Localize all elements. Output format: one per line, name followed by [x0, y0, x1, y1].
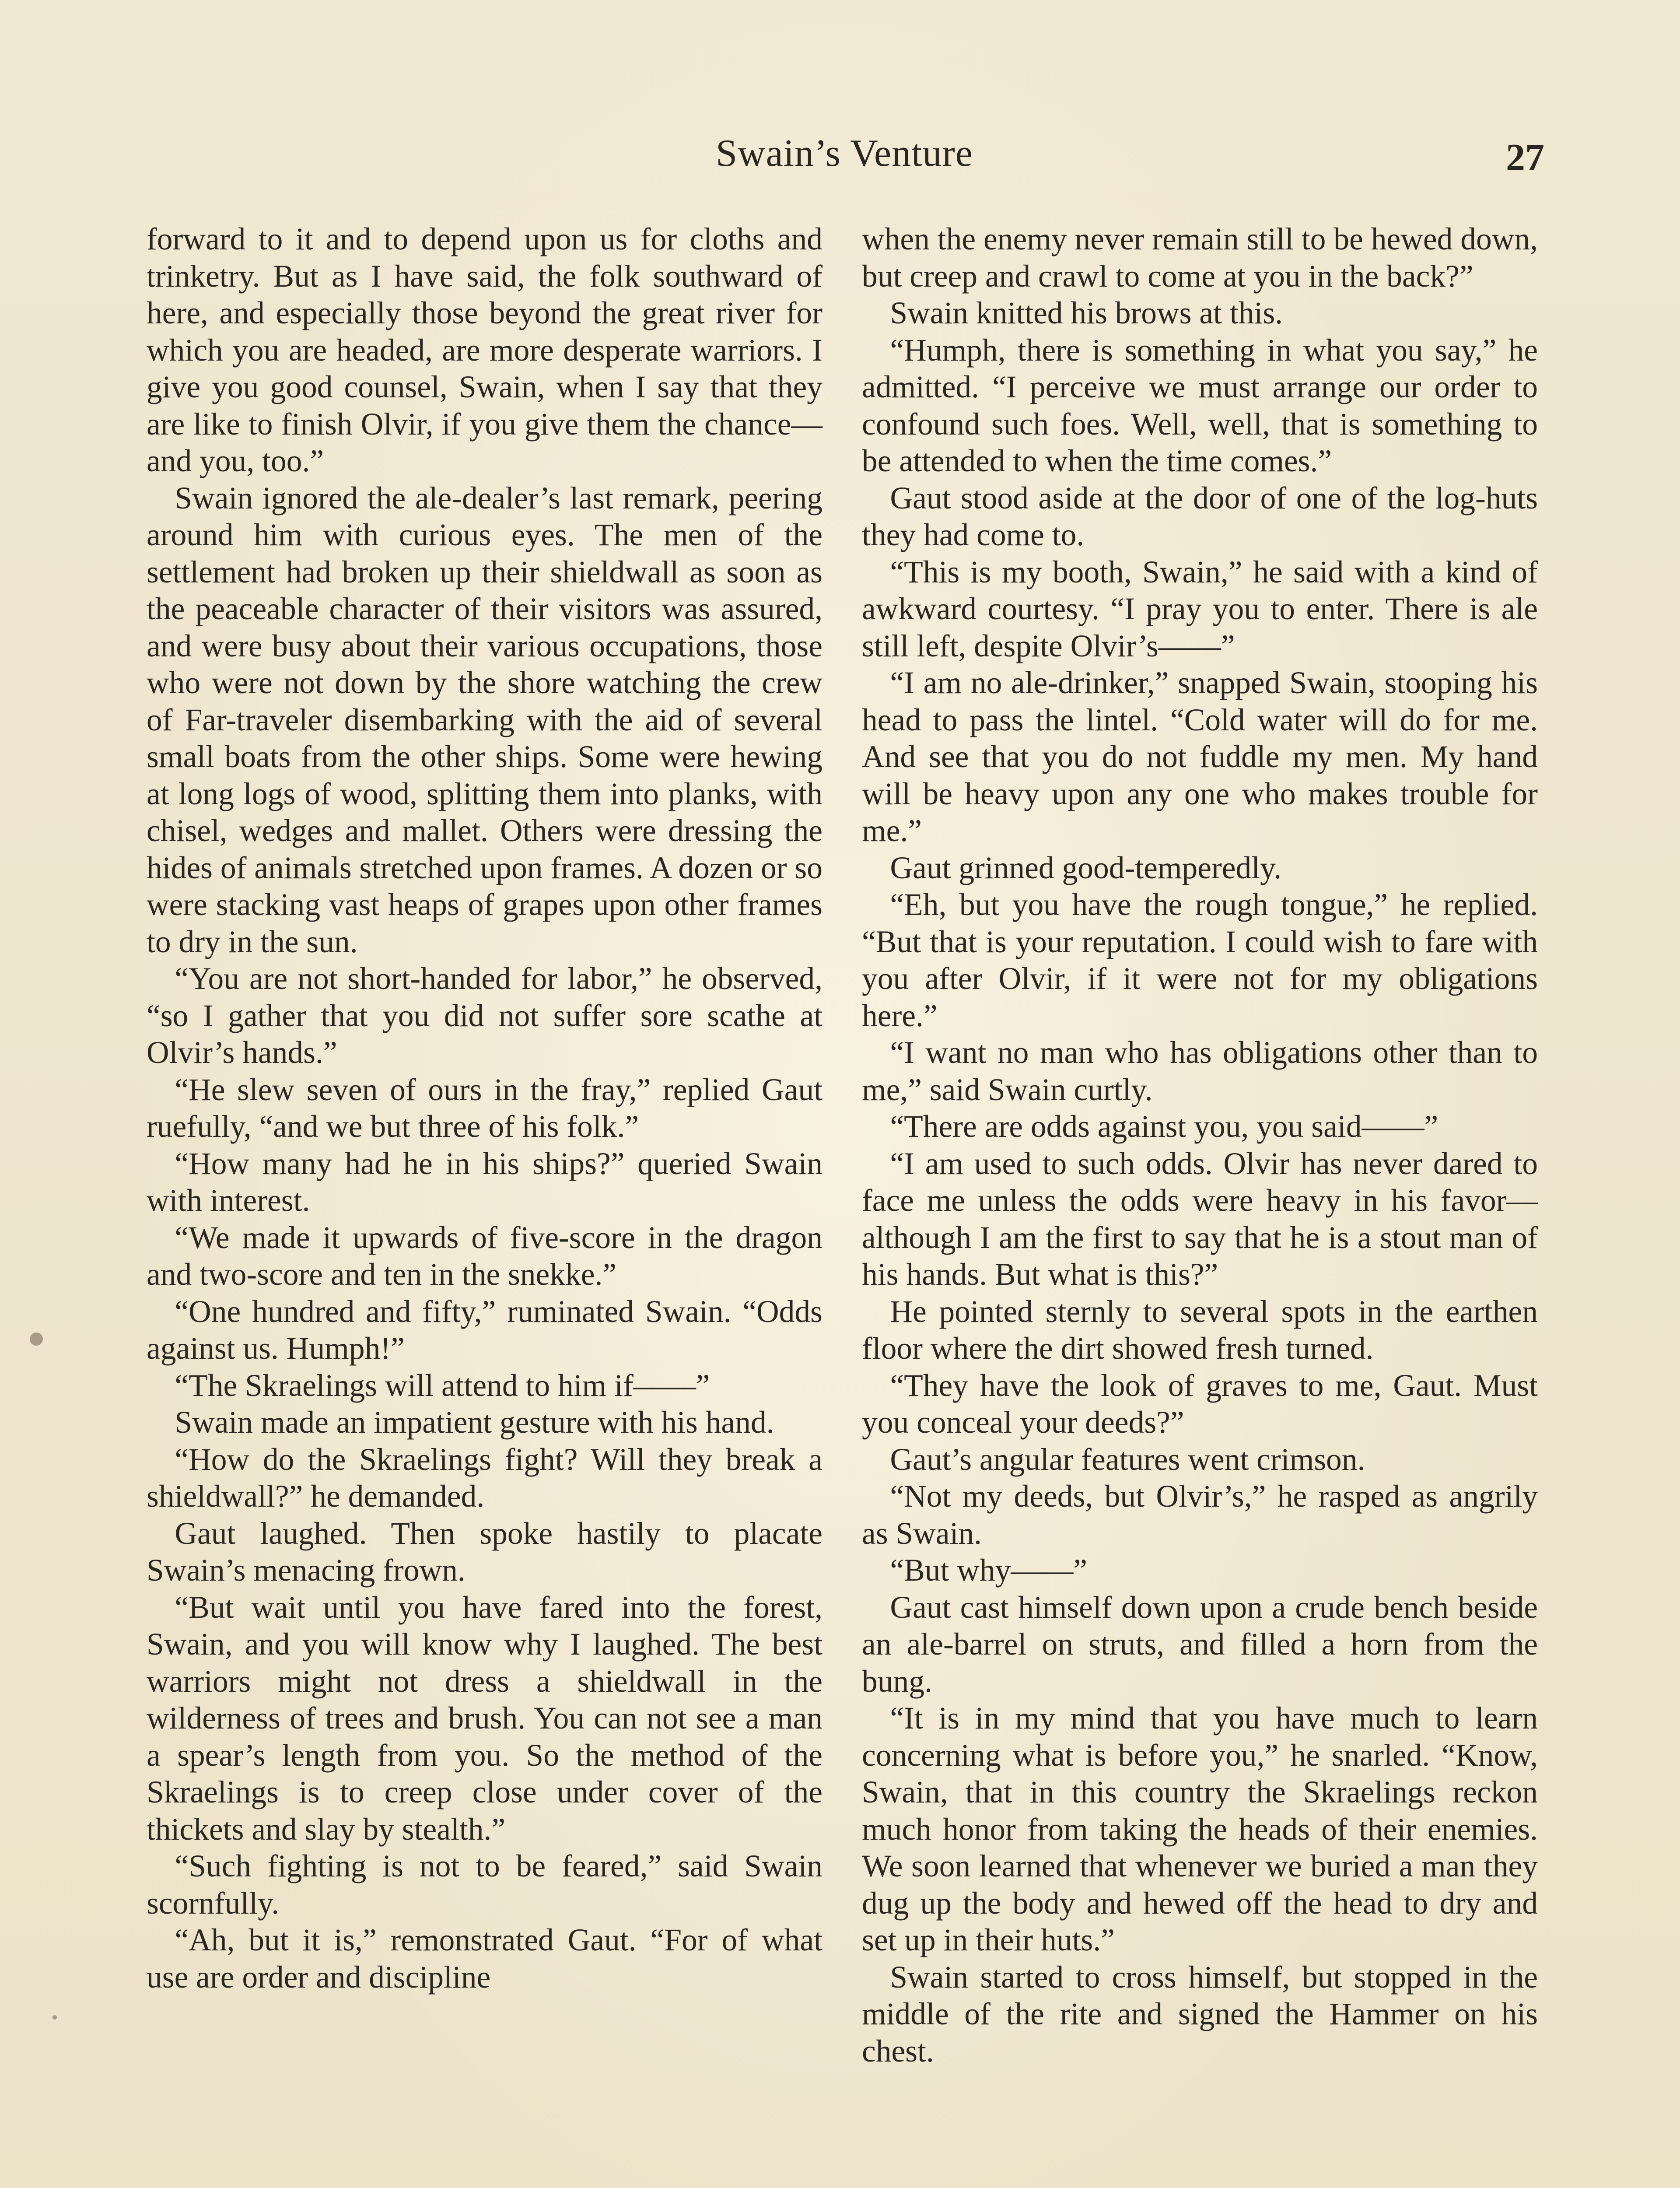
paragraph: “How many had he in his ships?” queried Swain with interest. [147, 1146, 822, 1218]
paragraph: Gaut stood aside at the door of one of the log-huts they had come to. [862, 480, 1538, 552]
paragraph: “This is my booth, Swain,” he said with a kind of awkward courtesy. “I pray you to enter. There is ale still left, despite Olvir’s——” [862, 554, 1538, 663]
paragraph: forward to it and to depend upon us for cloths and trinketry. But as I have said, the folk southward of here, and especially those beyond the great river for which you are headed, are more desperate warriors. I give you good counsel, Swain, when I say that they are like to finish Olvir, if you give them the chance—and you, too.” [147, 222, 822, 478]
paper-speck [52, 2015, 57, 2020]
left-text-column [147, 221, 822, 1996]
page-header [144, 131, 1544, 188]
paragraph: “He slew seven of ours in the fray,” replied Gaut ruefully, “and we but three of his folk.” [147, 1072, 822, 1144]
paragraph: Swain started to cross himself, but stopped in the middle of the rite and signed the Hammer on his chest. [862, 1960, 1538, 2069]
paragraph: Gaut’s angular features went crimson. [890, 1442, 1365, 1477]
paragraph: “I am used to such odds. Olvir has never dared to face me unless the odds were heavy in his favor—although I am the first to say that he is a stout man of his hands. But what is this?” [862, 1146, 1538, 1292]
paragraph: “But why——” [890, 1553, 1088, 1588]
paragraph: Swain made an impatient gesture with his hand. [175, 1405, 774, 1440]
paragraph: Swain ignored the ale-dealer’s last remark, peering around him with curious eyes. The men of the settlement had broken up their shieldwall as soon as the peaceable character of their visitors was assured, and were busy about their various occupations, those who were not down by the shore watching the crew of Far-traveler disembarking with the aid of several small boats from the other ships. Some were hewing at long logs of wood, splitting them into planks, with chisel, wedges and mallet. Others were dressing the hides of animals stretched upon frames. A dozen or so were stacking vast heaps of grapes upon other frames to dry in the sun. [147, 480, 822, 959]
paragraph: “The Skraelings will attend to him if——” [175, 1368, 710, 1403]
right-text-column [862, 221, 1538, 2070]
paragraph: “I am no ale-drinker,” snapped Swain, stooping his head to pass the lintel. “Cold water will do for me. And see that you do not fuddle my men. My hand will be heavy upon any one who makes trouble for me.” [862, 666, 1538, 848]
paragraph: “Ah, but it is,” remonstrated Gaut. “For of what use are order and discipline [147, 1923, 822, 1995]
paragraph: “We made it upwards of five-score in the dragon and two-score and ten in the snekke.” [147, 1220, 822, 1292]
paragraph: Gaut laughed. Then spoke hastily to placate Swain’s menacing frown. [147, 1516, 822, 1588]
paragraph: Swain knitted his brows at this. [890, 296, 1283, 330]
paragraph: “They have the look of graves to me, Gaut. Must you conceal your deeds?” [862, 1368, 1538, 1440]
paragraph: Gaut grinned good-temperedly. [890, 850, 1282, 885]
paragraph: “One hundred and fifty,” ruminated Swain. “Odds against us. Humph!” [147, 1294, 822, 1366]
paragraph: Gaut cast himself down upon a crude bench beside an ale-barrel on struts, and filled a horn from the bung. [862, 1590, 1538, 1699]
running-title: Swain’s Venture [716, 132, 973, 175]
paragraph: “Such fighting is not to be feared,” said Swain scornfully. [147, 1849, 822, 1921]
paragraph: “I want no man who has obligations other than to me,” said Swain curtly. [862, 1035, 1538, 1107]
page-number: 27 [1506, 137, 1544, 179]
paragraph: “There are odds against you, you said——” [890, 1109, 1438, 1144]
paragraph: “You are not short-handed for labor,” he observed, “so I gather that you did not suffer sore scathe at Olvir’s hands.” [147, 961, 822, 1070]
paragraph: “Not my deeds, but Olvir’s,” he rasped as angrily as Swain. [862, 1479, 1538, 1551]
paragraph: He pointed sternly to several spots in the earthen floor where the dirt showed fresh turned. [862, 1294, 1538, 1366]
paragraph: “How do the Skraelings fight? Will they break a shieldwall?” he demanded. [147, 1442, 822, 1514]
paper-speck [30, 1332, 43, 1346]
paragraph: “It is in my mind that you have much to learn concerning what is before you,” he snarled. “Know, Swain, that in this country the Skraelings reckon much honor from taking the heads of their enemies. We soon learned that whenever we buried a man they dug up the body and hewed off the head to dry and set up in their huts.” [862, 1701, 1538, 1957]
paragraph: “Eh, but you have the rough tongue,” he replied. “But that is your reputation. I could wish to fare with you after Olvir, if it were not for my obligations here.” [862, 887, 1538, 1033]
paragraph: “But wait until you have fared into the forest, Swain, and you will know why I laughed. The best warriors might not dress a shieldwall in the wilderness of trees and brush. You can not see a man a spear’s length from you. So the method of the Skraelings is to creep close under cover of the thickets and slay by stealth.” [147, 1590, 822, 1847]
paragraph: when the enemy never remain still to be hewed down, but creep and crawl to come at you in the back?” [862, 222, 1538, 294]
paragraph: “Humph, there is something in what you say,” he admitted. “I perceive we must arrange our order to confound such foes. Well, well, that is something to be attended to when the time comes.” [862, 333, 1538, 478]
